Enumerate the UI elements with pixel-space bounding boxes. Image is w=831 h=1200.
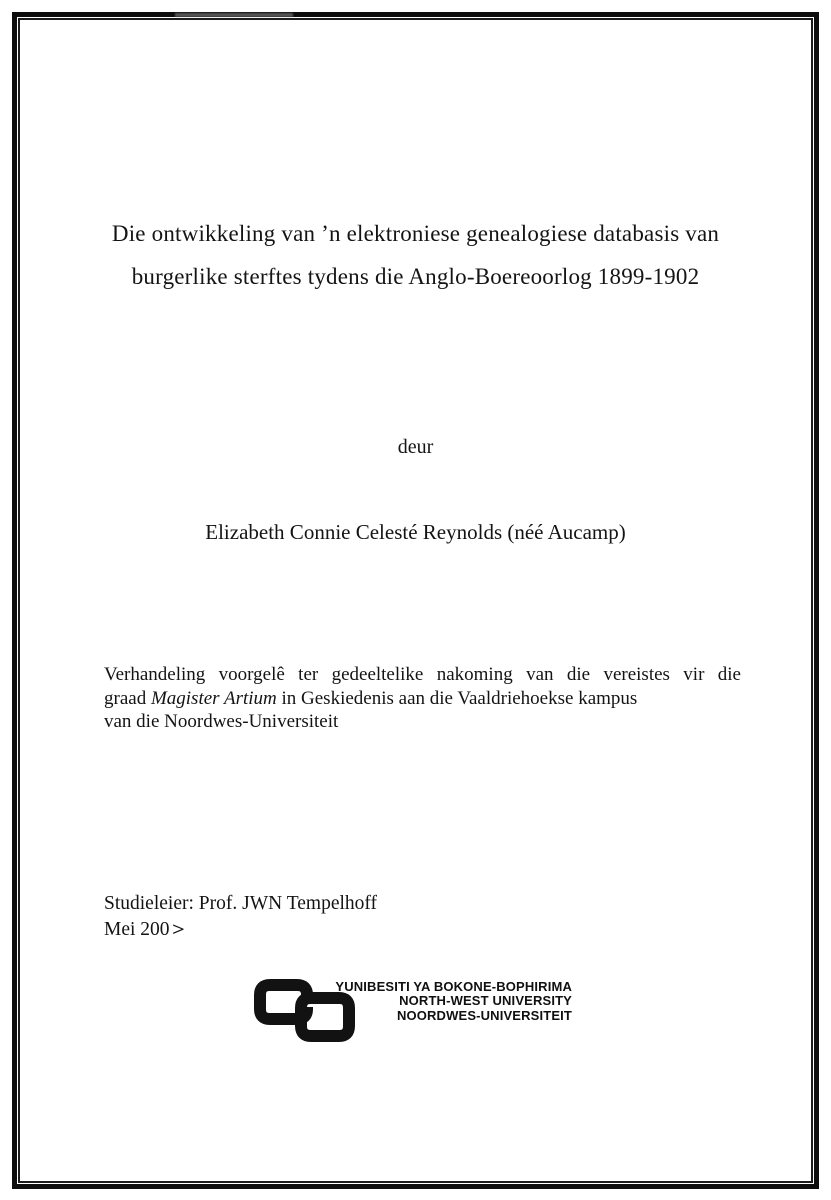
submission-line-2-post: in Geskiedenis aan die Vaaldriehoekse kampus — [276, 687, 638, 709]
byline-deur: deur — [397, 436, 434, 458]
supervisor-block — [104, 891, 377, 942]
scan-smudge — [175, 13, 293, 17]
logo-text-line-2: NORTH-WEST UNIVERSITY — [399, 993, 572, 1009]
supervisor-line: Studieleier: Prof. JWN Tempelhoff — [104, 893, 378, 914]
date-prefix: Mei 200 — [104, 918, 170, 940]
date-last-digit-glyph: > — [171, 919, 185, 940]
title-line-2: burgerlike sterftes tydens die Anglo-Boereoorlog 1899-1902 — [131, 264, 700, 289]
submission-statement — [104, 663, 741, 734]
author-name: Elizabeth Connie Celesté Reynolds (néé Aucamp) — [205, 520, 626, 544]
submission-line-1: Verhandeling voorgelê ter gedeeltelike nakoming van die vereistes vir die — [104, 664, 741, 685]
submission-line-2-pre: graad — [104, 687, 151, 709]
degree-name-italic: Magister Artium — [150, 687, 277, 709]
logo-text-line-3: NOORDWES-UNIVERSITEIT — [396, 1007, 572, 1023]
logo-text-line-1: YUNIBESITI YA BOKONE-BOPHIRIMA — [335, 979, 572, 994]
title-line-1: Die ontwikkeling van ’n elektroniese genealogiese databasis van — [111, 221, 720, 246]
submission-line-2 — [104, 687, 741, 711]
university-logo-text — [315, 980, 572, 1023]
submission-line-3: van die Noordwes-Universiteit — [104, 711, 339, 732]
date-line — [104, 917, 377, 943]
thesis-title — [40, 212, 791, 298]
